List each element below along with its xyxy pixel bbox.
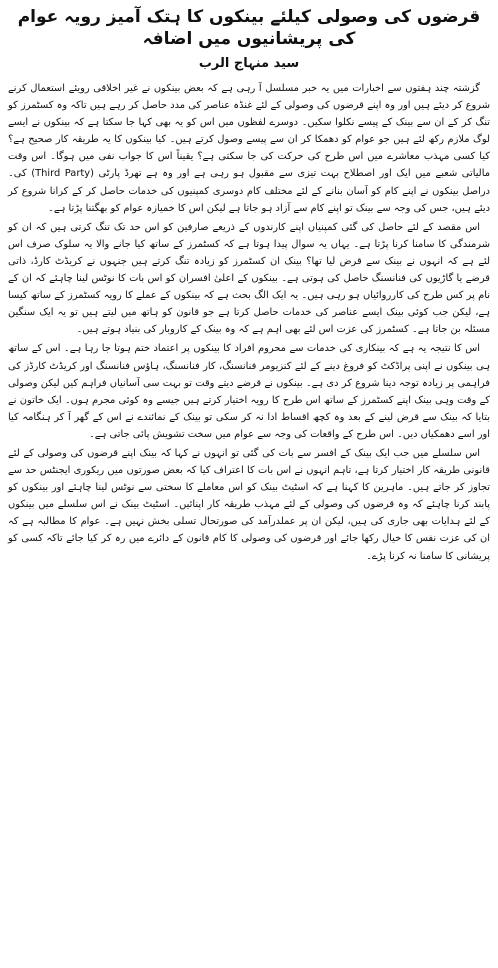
article-headline: قرضوں کی وصولی کیلئے بینکوں کا ہتک آمیز رویہ عوام کی پریشانیوں میں اضافہ: [17, 7, 481, 49]
article-paragraph: اس کا نتیجہ یہ ہے کہ بینکاری کی خدمات سے محروم افراد کا بینکوں پر اعتماد ختم ہوتا جا رہا ہے۔ اس کے ساتھ ہی بینکوں نے اپنی پراڈکٹ کو فروغ دینے کے لئے کنزیومر فنانسنگ، کار فنانسنگ، ہاؤس فنانسنگ اور کریڈٹ کارڈز کی فراہمی پر زیادہ توجہ دینا شروع کر دی ہے۔ بینکوں نے قرضے دیتے وقت تو بہت سی آسانیاں فراہم کیں لیکن وصولی کے وقت وہی بینک اپنے کسٹمرز کے ساتھ اس طرح کا رویہ اختیار کرتے ہیں جیسے وہ کوئی مجرم ہوں۔ ایک خاتون نے بتایا کہ بینک سے قرض لینے کے بعد وہ کچھ اقساط ادا نہ کر سکی تو بینک کے نمائندے نے اس کے گھر آ کر ہنگامہ کیا اور اسے دھمکیاں دیں۔ اس طرح کے واقعات کی وجہ سے عوام میں سخت تشویش پائی جاتی ہے۔: [8, 343, 490, 440]
article-paragraph: اس مقصد کے لئے حاصل کی گئی کمپنیاں اپنے کارندوں کے ذریعے صارفین کو اس حد تک تنگ کرتی ہیں کہ ان کو شرمندگی کا سامنا کرنا پڑتا ہے۔ یہاں یہ سوال پیدا ہوتا ہے کہ کسٹمرز کے ساتھ کیا جانے والا یہ سلوک صرف اس لئے ہے کہ انہوں نے بینک سے قرض لیا تھا؟ بینک ان کسٹمرز کو زیادہ تنگ کرتے ہیں جنہوں نے کریڈٹ کارڈ، ذاتی قرضے یا گاڑیوں کی فنانسنگ حاصل کی ہوتی ہے۔ بینکوں کے اعلیٰ افسران کو اس بات کا نوٹس لینا چاہئے کہ ان کے نام پر کس طرح کی کارروائیاں ہو رہی ہیں۔ یہ ایک الگ بحث ہے کہ بینکوں کے عملے کا رویہ کسٹمرز کے ساتھ کیسا ہے، لیکن جب کوئی بینک ایسے عناصر کی خدمات حاصل کرتا ہے جو قانون کو ہاتھ میں لیتے ہیں تو یہ ایک سنگین مسئلہ بن جاتا ہے۔ کسٹمرز کی عزت اس لئے بھی اہم ہے کہ وہ بینک کے کاروبار کی بنیاد ہوتے ہیں۔: [8, 221, 490, 336]
article-body: [8, 80, 490, 565]
article-paragraph: اس سلسلے میں جب ایک بینک کے افسر سے بات کی گئی تو انہوں نے کہا کہ بینک اپنے قرضوں کی وصولی کے لئے قانونی طریقہ کار اختیار کرتا ہے، تاہم انہوں نے اس بات کا اعتراف کیا کہ بعض صورتوں میں ریکوری ایجنٹس حد سے تجاوز کر جاتے ہیں۔ ماہرین کا کہنا ہے کہ اسٹیٹ بینک کو اس معاملے کا سختی سے نوٹس لینا چاہئے اور بینکوں کو پابند کرنا چاہئے کہ وہ قرضوں کی وصولی کے لئے مہذب طریقہ کار اپنائیں۔ اسٹیٹ بینک نے اس سلسلے میں بینکوں کے لئے ہدایات بھی جاری کی ہیں، لیکن ان پر عملدرآمد کی صورتحال تسلی بخش نہیں ہے۔ عوام کا مطالبہ ہے کہ ان کی عزت نفس کا خیال رکھا جائے اور قرضوں کی وصولی کا کام قانون کے دائرے میں رہ کر کیا جائے تاکہ کسی کو پریشانی کا سامنا نہ کرنا پڑے۔: [8, 447, 490, 562]
article-byline: سید منہاج الرب: [198, 56, 300, 71]
article-paragraph: گزشتہ چند ہفتوں سے اخبارات میں یہ خبر مسلسل آ رہی ہے کہ بعض بینکوں نے غیر اخلاقی رویئے استعمال کرنے شروع کر دیئے ہیں اور وہ اپنے قرضوں کی وصولی کے لئے غنڈہ عناصر کی مدد حاصل کر رہے ہیں تاکہ وہ کسٹمرز کو تنگ کر کے ان سے بینک کے پیسے نکلوا سکیں۔ دوسرے لفظوں میں اس کو یہ بھی کہا جا سکتا ہے کہ بینکوں نے ایسے لوگ ملازم رکھ لئے ہیں جو عوام کو دھمکا کر ان سے پیسے وصول کرتے ہیں۔ کیا بینکوں کا یہ طریقہ کار صحیح ہے؟ کیا کسی مہذب معاشرے میں اس طرح کی حرکت کی جا سکتی ہے؟ یقیناً اس کا جواب نفی میں ہوگا۔ اس وقت مالیاتی شعبے میں ایک اور اصطلاح بہت تیزی سے مقبول ہو رہی ہے اور وہ ہے تھرڈ پارٹی (Third Party) کی۔ دراصل بینکوں نے اپنے کام کو آسان بنانے کے لئے مختلف کام دوسری کمپنیوں کی خدمات حاصل کر کے کرانا شروع کر دیئے ہیں، جس کی وجہ سے بینک تو اپنے کام سے آزاد ہو جاتا ہے لیکن اس کا خمیازہ عوام کو بھگتنا پڑتا ہے۔: [8, 83, 490, 214]
